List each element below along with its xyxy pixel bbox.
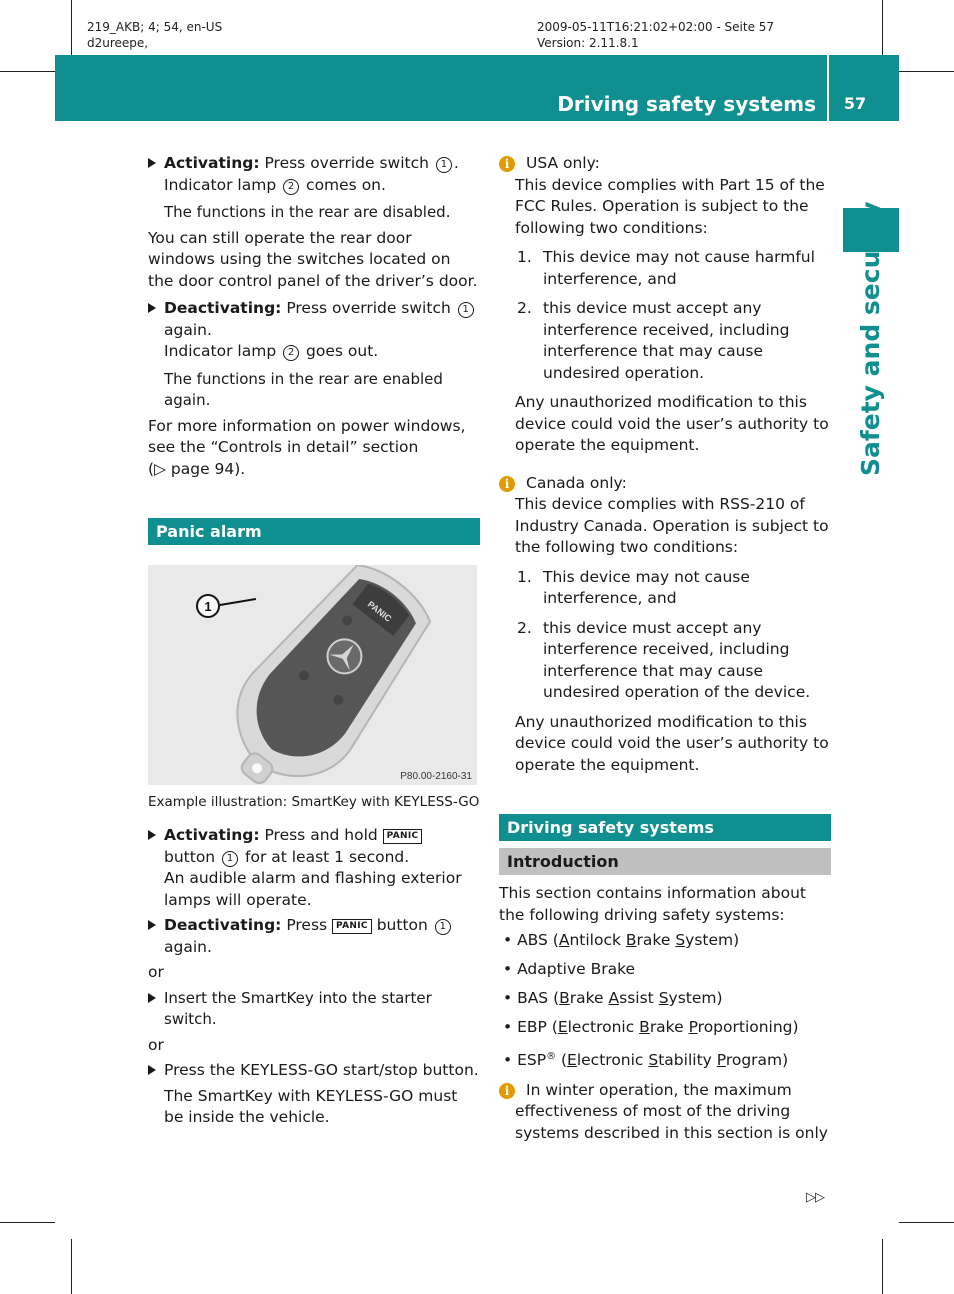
step-arrow-icon bbox=[148, 303, 156, 313]
step-activating bbox=[148, 153, 480, 196]
or-separator: or bbox=[148, 963, 164, 981]
info-canada bbox=[499, 473, 831, 559]
canada-conditions-list bbox=[499, 567, 831, 704]
step-text: goes out. bbox=[306, 342, 379, 360]
list-item: • ESP® (Electronic Stability Program) bbox=[503, 1051, 789, 1070]
list-item: • EBP (Electronic Brake Proportioning) bbox=[503, 1018, 799, 1036]
page-reference-link[interactable]: (▷ page 94). bbox=[148, 459, 246, 478]
meta-left-line1: 219_AKB; 4; 54, en-US bbox=[87, 20, 223, 34]
figure-caption: Example illustration: SmartKey with KEYLESS-GO bbox=[148, 794, 480, 810]
smartkey-illustration bbox=[148, 565, 477, 785]
crop-mark bbox=[0, 1222, 55, 1223]
info-usa bbox=[499, 153, 831, 239]
crop-mark bbox=[71, 0, 72, 55]
left-column bbox=[148, 153, 480, 1129]
subsection-heading-introduction: Introduction bbox=[499, 848, 831, 875]
callout-1-icon: 1 bbox=[436, 157, 452, 173]
list-text: this device must accept any interference received, including interference that may cause undesired operation of the device. bbox=[543, 618, 811, 701]
meta-right-line2: Version: 2.11.8.1 bbox=[537, 36, 639, 50]
paragraph: This section contains information about the following driving safety systems: bbox=[499, 884, 806, 924]
list-item bbox=[515, 298, 831, 384]
smartkey-drawing bbox=[148, 565, 477, 785]
list-number: 1. bbox=[517, 567, 532, 586]
info-body: In winter operation, the maximum effectiveness of most of the driving systems described in this section is only bbox=[515, 1080, 828, 1142]
step-arrow-icon bbox=[148, 920, 156, 930]
page-number: 57 bbox=[843, 94, 867, 113]
callout-2-icon: 2 bbox=[283, 345, 299, 361]
panic-key-symbol: PANIC bbox=[332, 919, 372, 934]
list-number: 2. bbox=[517, 618, 532, 637]
section-heading-driving-safety: Driving safety systems bbox=[499, 814, 831, 841]
list-item bbox=[515, 618, 831, 704]
step-panic-deactivating bbox=[148, 915, 480, 958]
step-text: Press the KEYLESS-GO start/stop button. bbox=[164, 1061, 479, 1079]
step-text: Indicator lamp bbox=[164, 175, 277, 194]
list-number: 1. bbox=[517, 248, 532, 266]
step-arrow-icon bbox=[148, 1065, 156, 1075]
step-text: Press and hold bbox=[264, 826, 378, 844]
step-text: for at least 1 second. bbox=[245, 847, 410, 866]
crop-mark bbox=[882, 0, 883, 55]
callout-2-icon: 2 bbox=[283, 179, 299, 195]
crop-mark bbox=[0, 71, 55, 72]
meta-left-line2: d2ureepe, bbox=[87, 36, 149, 50]
step-arrow-icon bbox=[148, 158, 156, 168]
figure-code: P80.00-2160-31 bbox=[400, 771, 472, 782]
info-title: USA only: bbox=[526, 154, 600, 172]
step-text: Press bbox=[286, 916, 328, 934]
list-text: this device must accept any interference received, including interference that may cause undesired operation. bbox=[543, 299, 790, 382]
figure-panic-key-label: PANIC bbox=[365, 599, 394, 624]
step-label: Activating: bbox=[164, 154, 260, 172]
step-panic-activating bbox=[148, 825, 480, 911]
callout-1-icon: 1 bbox=[435, 919, 451, 935]
paragraph: You can still operate the rear door windows using the switches located on the door control panel of the driver’s door. bbox=[148, 228, 478, 290]
list-item: • Adaptive Brake bbox=[503, 960, 636, 978]
right-column bbox=[499, 153, 831, 1144]
info-title: Canada only: bbox=[526, 473, 627, 492]
or-separator: or bbox=[148, 1035, 164, 1054]
paragraph: For more information on power windows, see the “Controls in detail” section bbox=[148, 416, 466, 456]
step-label: Deactivating: bbox=[164, 916, 282, 934]
info-icon: i bbox=[499, 476, 515, 492]
callout-1-icon: 1 bbox=[222, 851, 238, 867]
crop-mark bbox=[71, 1239, 72, 1294]
step-text: button bbox=[376, 916, 428, 934]
info-footer: Any unauthorized modification to this device could void the user’s authority to operate the equipment. bbox=[515, 712, 829, 774]
list-item bbox=[515, 247, 831, 290]
step-deactivating bbox=[148, 298, 480, 363]
info-icon: i bbox=[499, 1083, 515, 1099]
info-body: This device complies with Part 15 of the FCC Rules. Operation is subject to the following two conditions: bbox=[515, 175, 825, 237]
info-body: This device complies with RSS-210 of Industry Canada. Operation is subject to the following two conditions: bbox=[515, 495, 829, 556]
panic-key-symbol: PANIC bbox=[383, 829, 423, 844]
result-text: The functions in the rear are enabled again. bbox=[164, 369, 443, 409]
crop-mark bbox=[882, 1239, 883, 1294]
step-result: An audible alarm and flashing exterior lamps will operate. bbox=[164, 869, 462, 909]
step-text: button bbox=[164, 847, 216, 866]
side-section-label: Safety and security bbox=[856, 201, 885, 476]
step-insert-key bbox=[148, 988, 480, 1031]
step-text: Press override switch bbox=[286, 299, 451, 317]
step-text: . bbox=[453, 154, 459, 172]
info-icon: i bbox=[499, 156, 515, 172]
print-meta-right bbox=[537, 19, 774, 51]
figure-callout-1: 1 bbox=[204, 599, 212, 614]
list-text: This device may not cause harmful interference, and bbox=[543, 248, 815, 288]
step-label: Activating: bbox=[164, 826, 260, 844]
step-text: again. bbox=[164, 937, 212, 956]
step-label: Deactivating: bbox=[164, 299, 282, 317]
info-footer: Any unauthorized modification to this device could void the user’s authority to operate the equipment. bbox=[515, 393, 829, 454]
list-item bbox=[515, 567, 831, 610]
step-text: Insert the SmartKey into the starter switch. bbox=[164, 988, 432, 1028]
chapter-title: Driving safety systems bbox=[557, 92, 816, 116]
result-text: The functions in the rear are disabled. bbox=[164, 203, 451, 221]
list-item: • ABS (Antilock Brake System) bbox=[503, 931, 740, 949]
step-arrow-icon bbox=[148, 993, 156, 1003]
section-heading-panic-alarm: Panic alarm bbox=[148, 518, 480, 545]
step-press-start bbox=[148, 1060, 480, 1082]
print-meta-left bbox=[87, 19, 222, 51]
usa-conditions-list bbox=[499, 247, 831, 384]
info-winter bbox=[499, 1080, 831, 1145]
list-item: • BAS (Brake Assist System) bbox=[503, 989, 723, 1007]
result-text: The SmartKey with KEYLESS-GO must be inside the vehicle. bbox=[164, 1086, 458, 1126]
crop-mark bbox=[899, 71, 954, 72]
safety-systems-list bbox=[499, 930, 831, 1072]
step-arrow-icon bbox=[148, 830, 156, 840]
step-text: again. bbox=[164, 320, 212, 339]
list-number: 2. bbox=[517, 299, 532, 317]
step-text: Indicator lamp bbox=[164, 342, 277, 360]
step-text: Press override switch bbox=[264, 154, 429, 172]
meta-right-line1: 2009-05-11T16:21:02+02:00 - Seite 57 bbox=[537, 20, 775, 34]
crop-mark bbox=[899, 1222, 954, 1223]
continued-arrow-icon: ▷▷ bbox=[806, 1190, 824, 1205]
step-text: comes on. bbox=[306, 175, 386, 194]
callout-1-icon: 1 bbox=[458, 302, 474, 318]
list-text: This device may not cause interference, and bbox=[543, 567, 750, 607]
